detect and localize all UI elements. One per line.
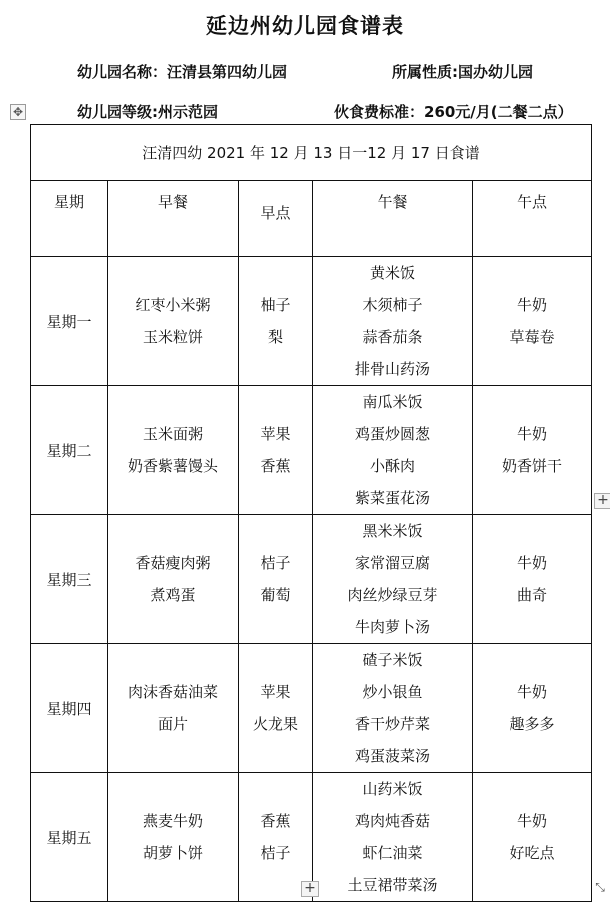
header-row bbox=[31, 181, 592, 257]
menu-item: 香菇瘦肉粥 bbox=[135, 554, 211, 572]
kindergarten-grade: 幼儿园等级:州示范园 bbox=[77, 103, 218, 121]
weekday-cell: 星期二 bbox=[31, 386, 108, 515]
breakfast-cell bbox=[108, 257, 239, 386]
morning-snack-cell bbox=[239, 515, 313, 644]
menu-item: 香干炒芹菜 bbox=[354, 715, 430, 733]
menu-item: 鸡肉炖香菇 bbox=[354, 812, 430, 830]
menu-item: 紫菜蛋花汤 bbox=[354, 489, 430, 507]
menu-item: 燕麦牛奶 bbox=[142, 812, 203, 830]
menu-item: 玉米面粥 bbox=[142, 425, 203, 443]
menu-item: 虾仁油菜 bbox=[362, 844, 423, 862]
menu-item: 肉沫香菇油菜 bbox=[127, 683, 218, 701]
menu-item: 牛奶 bbox=[516, 812, 547, 830]
menu-item: 蒜香茄条 bbox=[362, 328, 423, 346]
menu-item: 煮鸡蛋 bbox=[150, 586, 196, 604]
table-row bbox=[31, 386, 592, 515]
morning-snack-cell bbox=[239, 257, 313, 386]
afternoon-snack-cell bbox=[473, 386, 592, 515]
menu-item: 趣多多 bbox=[509, 715, 555, 733]
menu-item: 玉米粒饼 bbox=[142, 328, 203, 346]
menu-item: 碴子米饭 bbox=[362, 651, 423, 669]
header-afternoon-snack: 午点 bbox=[473, 181, 592, 257]
menu-period: 汪清四幼 2021 年 12 月 13 日一12 月 17 日食谱 bbox=[31, 125, 592, 181]
kindergarten-name: 幼儿园名称：汪清县第四幼儿园 bbox=[77, 63, 288, 81]
lunch-cell bbox=[313, 773, 473, 902]
breakfast-cell bbox=[108, 773, 239, 902]
menu-item: 火龙果 bbox=[252, 715, 298, 733]
menu-item: 家常溜豆腐 bbox=[354, 554, 430, 572]
breakfast-cell bbox=[108, 386, 239, 515]
menu-item: 香蕉 bbox=[260, 812, 291, 830]
afternoon-snack-cell bbox=[473, 644, 592, 773]
menu-item: 牛奶 bbox=[516, 554, 547, 572]
breakfast-cell bbox=[108, 515, 239, 644]
header-morning-snack: 早点 bbox=[239, 181, 313, 257]
menu-item: 葡萄 bbox=[260, 586, 291, 604]
weekday-cell: 星期四 bbox=[31, 644, 108, 773]
menu-item: 草莓卷 bbox=[509, 328, 555, 346]
afternoon-snack-cell bbox=[473, 515, 592, 644]
menu-item: 土豆裙带菜汤 bbox=[347, 876, 438, 894]
menu-item: 红枣小米粥 bbox=[135, 296, 211, 314]
header-weekday: 星期 bbox=[31, 181, 108, 257]
breakfast-cell bbox=[108, 644, 239, 773]
menu-table bbox=[30, 124, 592, 902]
header-lunch: 午餐 bbox=[313, 181, 473, 257]
menu-item: 牛肉萝卜汤 bbox=[354, 618, 430, 636]
table-move-icon[interactable]: ✥ bbox=[10, 104, 26, 120]
menu-item: 奶香紫薯馒头 bbox=[127, 457, 218, 475]
menu-item: 好吃点 bbox=[509, 844, 555, 862]
menu-item: 面片 bbox=[157, 715, 188, 733]
menu-item: 曲奇 bbox=[516, 586, 547, 604]
menu-item: 梨 bbox=[267, 328, 283, 346]
menu-item: 排骨山药汤 bbox=[354, 360, 430, 378]
meal-fee: 伙食费标准：260元/月(二餐二点） bbox=[334, 103, 573, 121]
lunch-cell bbox=[313, 515, 473, 644]
menu-item: 香蕉 bbox=[260, 457, 291, 475]
menu-item: 肉丝炒绿豆芽 bbox=[347, 586, 438, 604]
menu-item: 胡萝卜饼 bbox=[142, 844, 203, 862]
menu-item: 木须柿子 bbox=[362, 296, 423, 314]
weekday-cell: 星期一 bbox=[31, 257, 108, 386]
menu-item: 苹果 bbox=[260, 425, 291, 443]
menu-item: 鸡蛋炒圆葱 bbox=[354, 425, 430, 443]
menu-item: 桔子 bbox=[260, 554, 291, 572]
add-row-button[interactable]: + bbox=[301, 881, 319, 897]
menu-item: 黑米米饭 bbox=[362, 522, 423, 540]
menu-item: 牛奶 bbox=[516, 425, 547, 443]
resize-icon[interactable]: ⤡ bbox=[595, 880, 605, 894]
menu-item: 奶香饼干 bbox=[501, 457, 562, 475]
table-row bbox=[31, 644, 592, 773]
menu-item: 苹果 bbox=[260, 683, 291, 701]
table-row bbox=[31, 257, 592, 386]
afternoon-snack-cell bbox=[473, 257, 592, 386]
lunch-cell bbox=[313, 386, 473, 515]
menu-item: 山药米饭 bbox=[362, 780, 423, 798]
menu-item: 柚子 bbox=[260, 296, 291, 314]
afternoon-snack-cell bbox=[473, 773, 592, 902]
weekday-cell: 星期三 bbox=[31, 515, 108, 644]
add-column-button[interactable]: + bbox=[594, 493, 610, 509]
page-title: 延边州幼儿园食谱表 bbox=[206, 14, 404, 38]
lunch-cell bbox=[313, 257, 473, 386]
morning-snack-cell bbox=[239, 386, 313, 515]
menu-item: 鸡蛋菠菜汤 bbox=[354, 747, 430, 765]
menu-item: 桔子 bbox=[260, 844, 291, 862]
weekday-cell: 星期五 bbox=[31, 773, 108, 902]
menu-item: 炒小银鱼 bbox=[362, 683, 423, 701]
menu-item: 牛奶 bbox=[516, 296, 547, 314]
header-breakfast: 早餐 bbox=[108, 181, 239, 257]
menu-item: 小酥肉 bbox=[369, 457, 415, 475]
menu-item: 牛奶 bbox=[516, 683, 547, 701]
morning-snack-cell bbox=[239, 644, 313, 773]
menu-item: 南瓜米饭 bbox=[362, 393, 423, 411]
table-row bbox=[31, 515, 592, 644]
lunch-cell bbox=[313, 644, 473, 773]
kindergarten-nature: 所属性质:国办幼儿园 bbox=[392, 63, 533, 81]
menu-item: 黄米饭 bbox=[369, 264, 415, 282]
